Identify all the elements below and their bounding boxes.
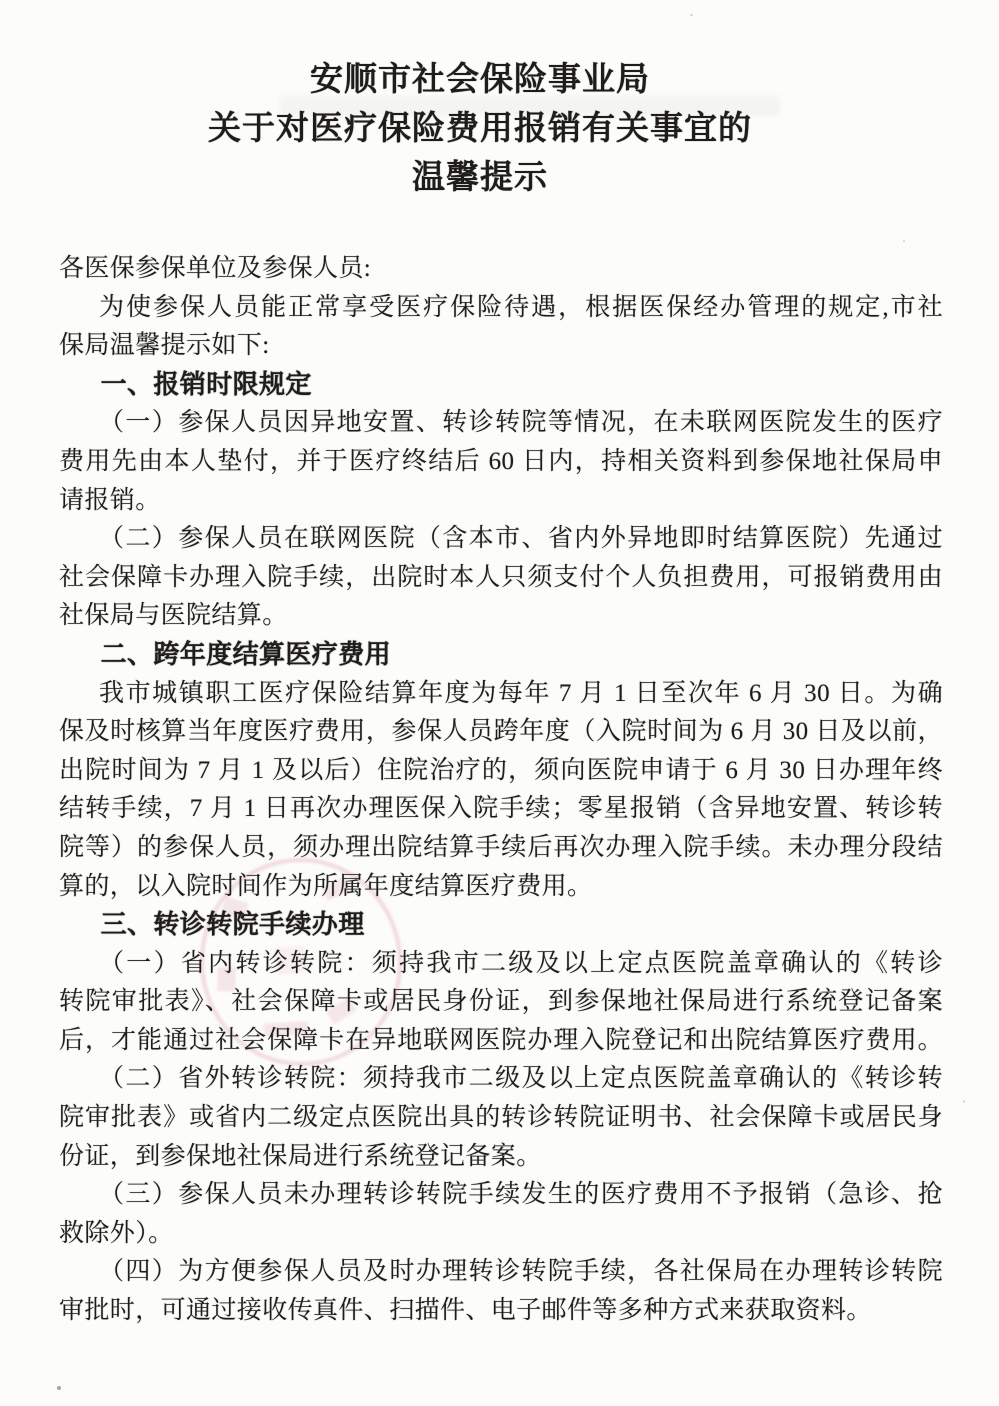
document-line: 份证，到参保地社保局进行系统登记备案。: [59, 1142, 542, 1170]
document-line: 出院时间为 7 月 1 及以后）住院治疗的，须向医院申请于 6 月 30 日办理年终: [59, 756, 943, 784]
scan-speck: [903, 240, 905, 242]
document-line: （二）省外转诊转院：须持我市二级及以上定点医院盖章确认的《转诊转: [99, 1065, 943, 1093]
section-heading: 三、转诊转院手续办理: [100, 910, 365, 940]
document-line: 我市城镇职工医疗保险结算年度为每年 7 月 1 日至次年 6 月 30 日。为确: [99, 679, 943, 707]
document-line: 保及时核算当年度医疗费用，参保人员跨年度（入院时间为 6 月 30 日及以前，: [59, 718, 943, 746]
document-line: （三）参保人员未办理转诊转院手续发生的医疗费用不予报销（急诊、抢: [99, 1181, 943, 1209]
document-title-line: 安顺市社会保险事业局: [310, 62, 650, 98]
document-line: 后，才能通过社会保障卡在异地联网医院办理入院登记和出院结算医疗费用。: [59, 1026, 943, 1054]
document-line: （一）参保人员因异地安置、转诊转院等情况，在未联网医院发生的医疗: [99, 409, 943, 437]
document-title-block: [0, 56, 960, 203]
document-line: 算的，以入院时间作为所属年度结算医疗费用。: [59, 872, 593, 900]
section-heading: 一、报销时限规定: [100, 369, 312, 399]
scan-speck: [963, 1100, 965, 1103]
document-line: 审批时，可通过接收传真件、扫描件、电子邮件等多种方式来获取资料。: [59, 1297, 872, 1325]
document-line: （一）省内转诊转院：须持我市二级及以上定点医院盖章确认的《转诊: [99, 949, 943, 977]
document-line: （四）为方便参保人员及时办理转诊转院手续，各社保局在办理转诊转院: [99, 1258, 943, 1286]
scan-speck: [57, 1386, 61, 1390]
document-line: 转院审批表》、社会保障卡或居民身份证，到参保地社保局进行系统登记备案: [59, 988, 943, 1016]
section-heading: 二、跨年度结算医疗费用: [100, 639, 391, 669]
document-line: 社会保障卡办理入院手续，出院时本人只须支付个人负担费用，可报销费用由: [59, 563, 943, 591]
document-title-line: 关于对医疗保险费用报销有关事宜的: [208, 111, 752, 147]
document-line: 各医保参保单位及参保人员:: [59, 255, 372, 282]
document-line: 为使参保人员能正常享受医疗保险待遇，根据医保经办管理的规定,市社: [99, 293, 943, 321]
document-line: 结转手续，7 月 1 日再次办理医保入院手续；零星报销（含异地安置、转诊转: [59, 795, 943, 823]
document-line: 社保局与医院结算。: [59, 602, 288, 630]
document-body: [59, 250, 943, 1331]
document-line: 费用先由本人垫付，并于医疗终结后 60 日内，持相关资料到参保地社保局申: [59, 447, 943, 475]
document-line: 院审批表》或省内二级定点医院出具的转诊转院证明书、社会保障卡或居民身: [59, 1104, 943, 1132]
document-line: 院等）的参保人员，须办理出院结算手续后再次办理入院手续。未办理分段结: [59, 833, 943, 861]
document-line: （二）参保人员在联网医院（含本市、省内外异地即时结算医院）先通过: [99, 525, 943, 553]
document-title-line: 温馨提示: [412, 160, 548, 196]
document-line: 保局温馨提示如下:: [59, 332, 270, 360]
scan-speck: [690, 14, 693, 16]
document-line: 救除外）。: [59, 1219, 174, 1247]
document-line: 请报销。: [59, 486, 161, 514]
